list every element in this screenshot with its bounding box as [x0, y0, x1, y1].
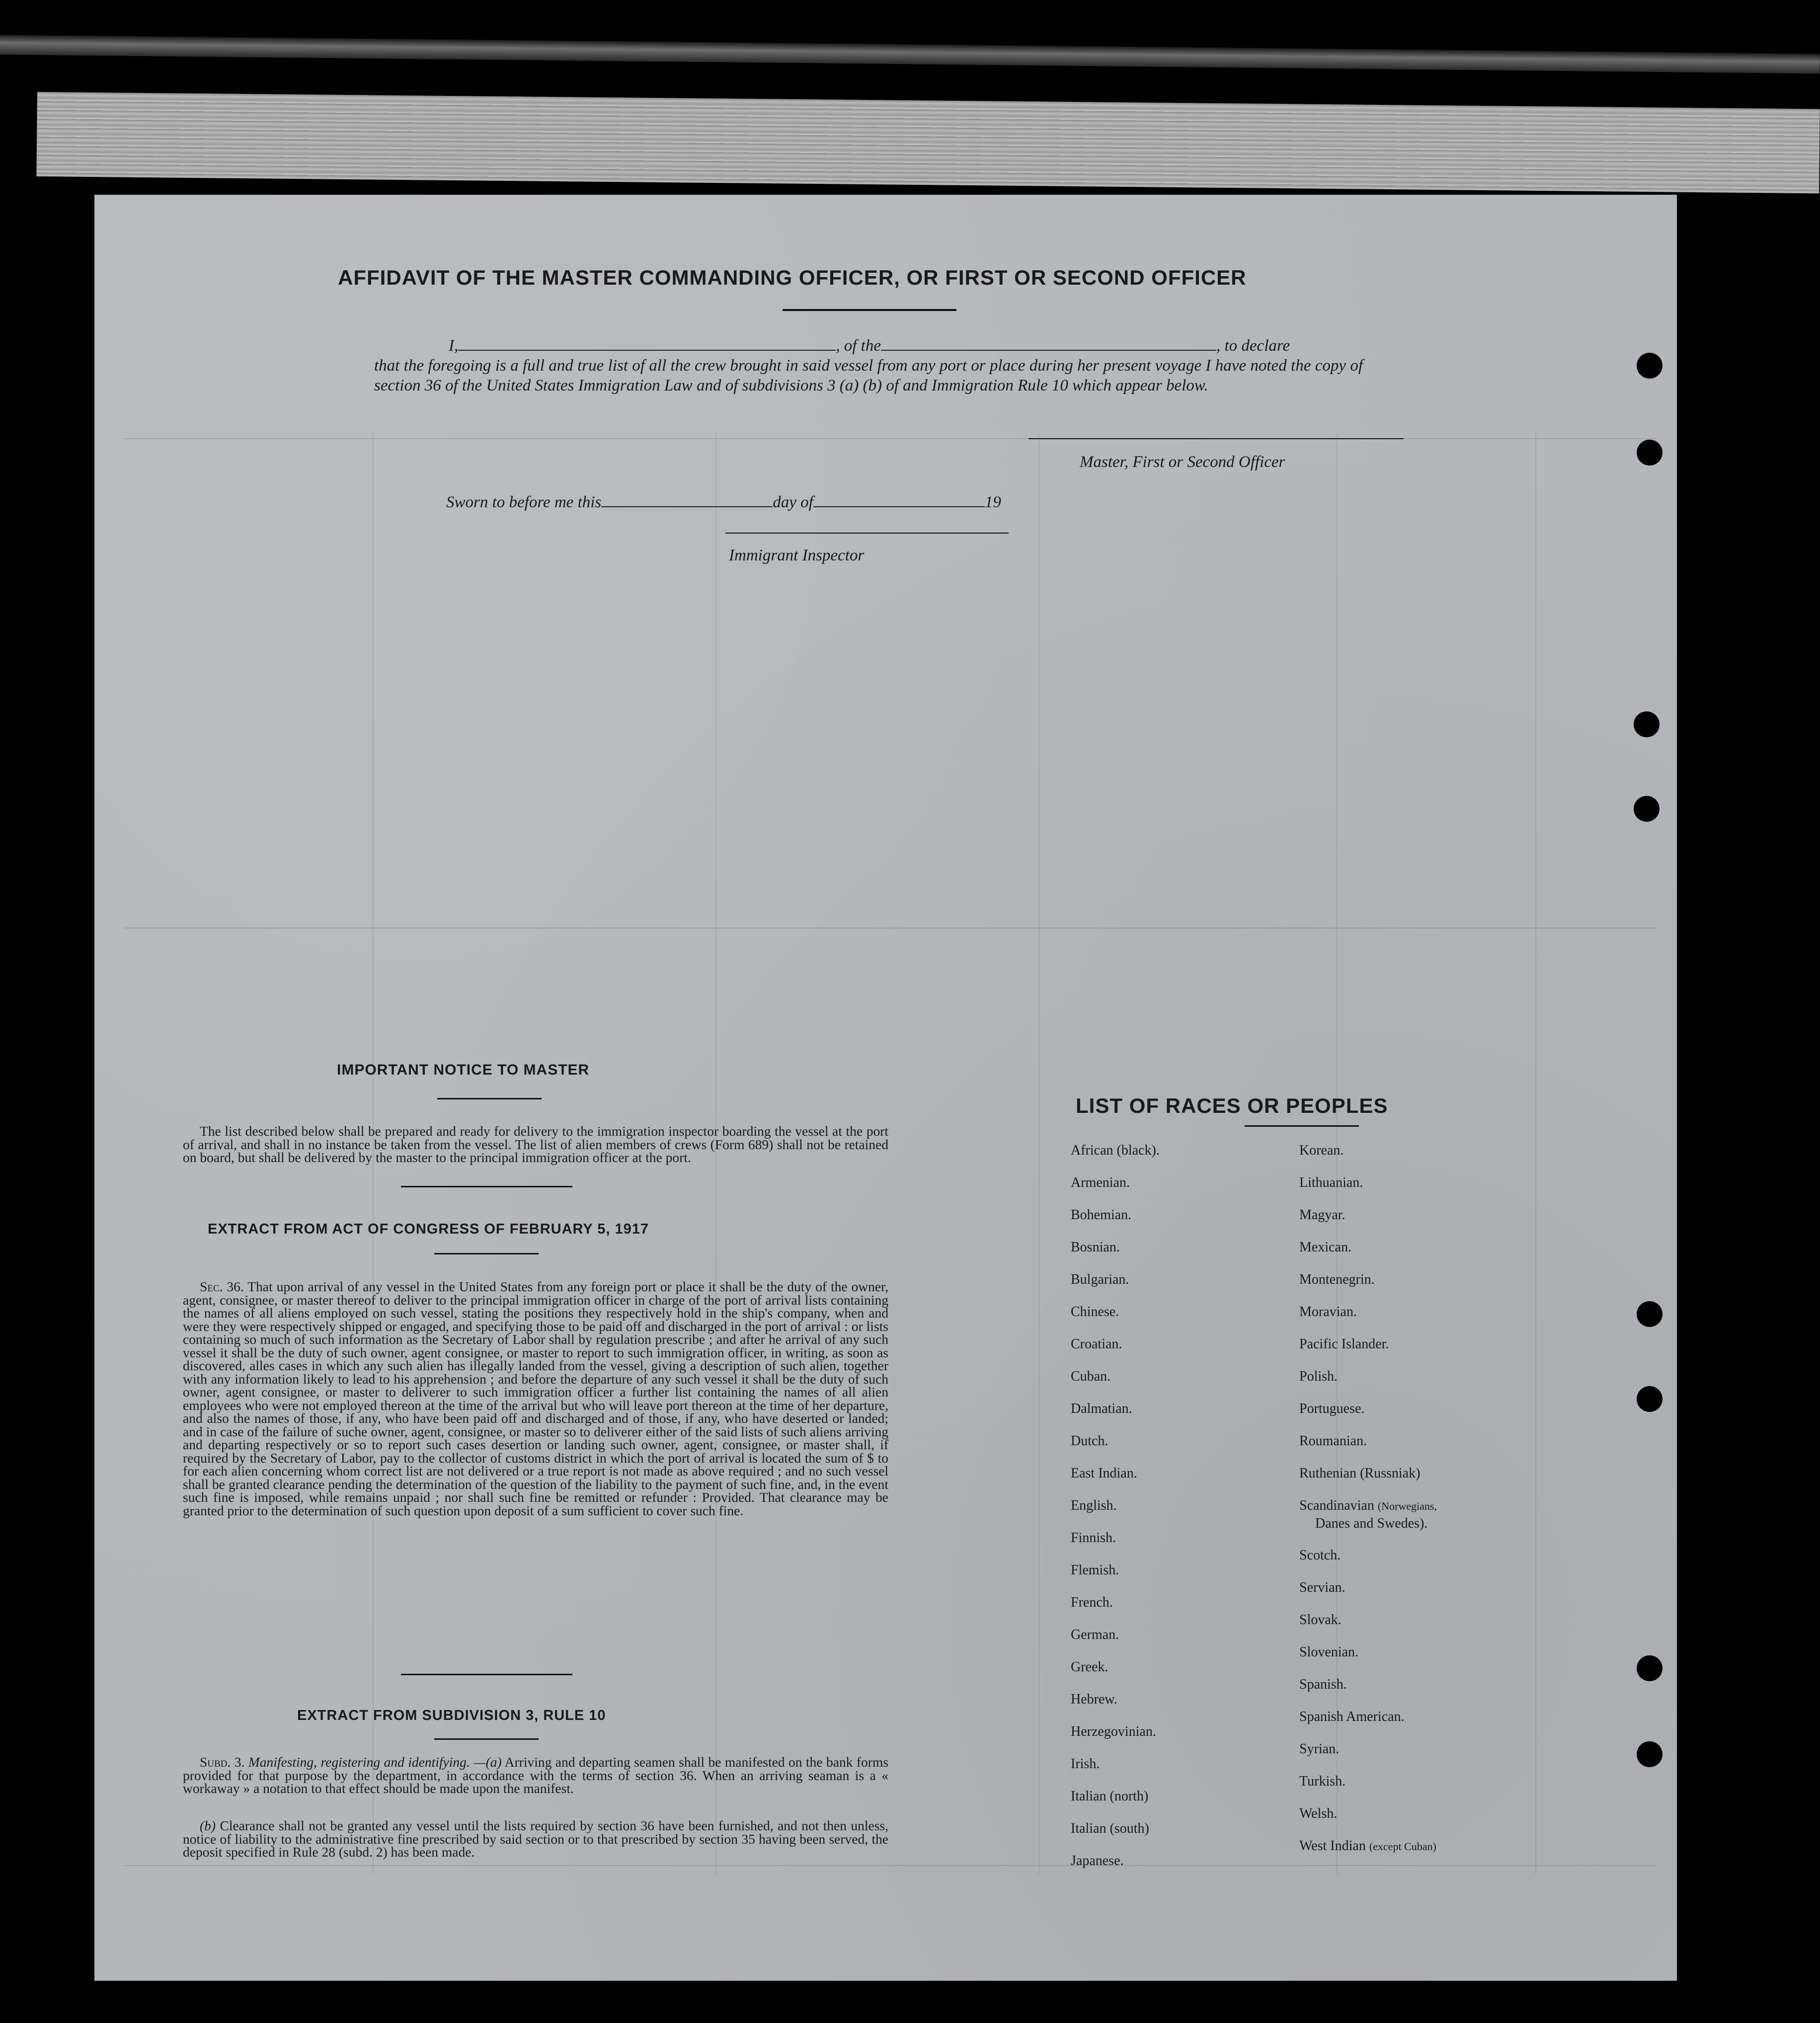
race-item	[1299, 1498, 1437, 1532]
sworn-line	[446, 489, 1001, 512]
scanner-edge-strip	[0, 35, 1820, 74]
race-item: Bosnian.	[1071, 1240, 1120, 1255]
section-divider	[401, 1186, 572, 1187]
race-item	[1299, 1838, 1436, 1854]
affidavit-text: that the foregoing is a full and true list of all the crew brought in said vessel from any port or place during her present voyage I have noted the copy of section 36 of the United States Immigration Law and of subdivisions 3 (a) (b) of and Immigration Rule 10 which appear below.	[374, 357, 1363, 394]
affidavit-i: I,	[449, 337, 459, 355]
race-item	[1299, 1709, 1405, 1725]
race-item: Bulgarian.	[1071, 1272, 1129, 1287]
bleed-through-line	[124, 928, 1657, 929]
race-item	[1299, 1580, 1345, 1596]
punch-hole	[1634, 711, 1660, 737]
punch-hole	[1637, 1655, 1662, 1681]
race-item	[1299, 1677, 1347, 1693]
race-name: Lithuanian.	[1299, 1175, 1363, 1190]
race-item: Italian (north)	[1071, 1789, 1149, 1804]
race-item: African (black).	[1071, 1143, 1160, 1158]
race-item: Dalmatian.	[1071, 1401, 1132, 1416]
bleed-through-line	[124, 1865, 1657, 1866]
race-item: Dutch.	[1071, 1433, 1108, 1449]
race-item	[1299, 1207, 1345, 1223]
race-item: Irish.	[1071, 1756, 1100, 1772]
race-item	[1299, 1806, 1337, 1822]
punch-hole	[1637, 1386, 1662, 1412]
race-item	[1299, 1369, 1338, 1385]
punch-hole	[1634, 796, 1660, 822]
race-name: Syrian.	[1299, 1741, 1340, 1757]
rule-subd-a	[183, 1756, 888, 1795]
race-name: Pacific Islander.	[1299, 1336, 1389, 1352]
race-item	[1299, 1774, 1345, 1790]
bleed-through-column	[1038, 433, 1039, 1874]
notice-title: IMPORTANT NOTICE TO MASTER	[337, 1062, 590, 1078]
race-item	[1299, 1741, 1339, 1757]
bleed-through-line	[124, 438, 1657, 439]
subd-heading: Manifesting, registering and identifying. —(a)	[248, 1754, 502, 1770]
race-name: Magyar.	[1299, 1207, 1345, 1223]
race-item	[1299, 1466, 1420, 1481]
race-item	[1299, 1433, 1367, 1449]
act-section-36	[183, 1280, 888, 1517]
punch-hole	[1637, 353, 1662, 379]
document-page	[94, 195, 1677, 1981]
race-item	[1299, 1548, 1341, 1563]
affidavit-to-declare: , to declare	[1216, 337, 1290, 355]
race-item: Cuban.	[1071, 1369, 1111, 1384]
race-name: Ruthenian (Russniak)	[1299, 1466, 1421, 1481]
race-note: Danes and Swedes).	[1315, 1516, 1428, 1531]
race-item: Armenian.	[1071, 1175, 1130, 1190]
notice-underline	[437, 1098, 542, 1099]
race-item	[1299, 1336, 1389, 1352]
punch-hole	[1637, 440, 1662, 466]
races-title: LIST OF RACES OR PEOPLES	[1076, 1094, 1388, 1117]
punch-hole	[1637, 1301, 1662, 1327]
race-item: Hebrew.	[1071, 1692, 1117, 1707]
race-name: Portuguese.	[1299, 1401, 1365, 1416]
affidavit-body	[374, 333, 1363, 395]
act-underline	[434, 1253, 539, 1254]
race-name: Slovenian.	[1299, 1644, 1358, 1660]
affidavit-title: AFFIDAVIT OF THE MASTER COMMANDING OFFICER, OR FIRST OR SECOND OFFICER	[338, 266, 1247, 289]
act-text: That upon arrival of any vessel in the United States from any foreign port or place it shall be the duty of the owner, agent, consignee, or master thereof to deliver to the principal immigration officer in charge of the port of arrival lists containing the names of all aliens employed on such vessel, stating the positions they respectively hold in the ship's company, when and were they were respectively shipped or engaged, and specifying those to be paid off and discharged in the port of arrival : or lists containing so much of such information as the Secretary of Labor shall by regulation prescribe ; and after he arrival of any such vessel it shall be the duty of such owner, agent consignee, or master to report to such immigration officer, in writing, as soon as discovered, alles cases in which any such alien has illegally landed from the vessel, giving a description of such alien, together with any information likely to lead to his apprehension ; and before the departure of any such vessel it shall be the duty of such owner, agent consignee, or master to deliverer to such immigration officer a further list containing the names of all alien employees who were not employed thereon at the time of the arrival but who will leave port thereon at the time of her departure, and also the names of those, if any, who have been paid off and discharged and of those, if any, who have deserted or landed; and in case of the failure of suche owner, agent, consignee, or master so to deliverer either of the said lists of such aliens arriving and departing respectively or so to report such cases desertion or landing such owner, agent, consignee, or master shall, if required by the Secretary of Labor, pay to the collector of customs district in which the port of arrival is located the sum of $ to for each alien concerning whom correct list are not delivered or a true report is not made as above required ; and no such vessel shall be granted clearance pending the determination of the question of the liability to the payment of such fine, and, in the event such fine is imposed, while remains unpaid ; nor shall such fine be remitted or refunder : Provided. That clearance may be granted prior to the determination of such question upon deposit of a sum sufficient to cover such fine.	[183, 1279, 888, 1518]
race-item	[1299, 1175, 1363, 1191]
race-item: Croatian.	[1071, 1336, 1122, 1352]
race-name: Spanish.	[1299, 1677, 1347, 1692]
subd-a-text: Arriving and departing seamen shall be manifested on the bank forms provided for that purpose by the department, in accordance with the terms of section 36. When an arriving seaman is a « workaway » a notation to that effect should be made upon the manifest.	[183, 1754, 888, 1796]
race-name: Slovak.	[1299, 1612, 1342, 1628]
race-item: English.	[1071, 1498, 1117, 1513]
subd-label: Subd. 3.	[200, 1754, 245, 1770]
signer-label: Master, First or Second Officer	[1080, 453, 1285, 471]
race-item: Herzegovinian.	[1071, 1724, 1156, 1739]
race-item	[1299, 1612, 1342, 1628]
race-name: Korean.	[1299, 1143, 1344, 1158]
race-item	[1299, 1240, 1351, 1255]
race-name: Spanish American.	[1299, 1709, 1405, 1724]
race-item	[1299, 1304, 1357, 1320]
race-item: French.	[1071, 1595, 1113, 1610]
race-item	[1299, 1272, 1375, 1288]
name-blank	[458, 333, 836, 351]
race-item: Japanese.	[1071, 1853, 1124, 1868]
race-item: Italian (south)	[1071, 1821, 1149, 1836]
affidavit-first-line	[374, 333, 1363, 356]
race-name: Welsh.	[1299, 1806, 1338, 1821]
sec-label: Sec. 36.	[200, 1279, 244, 1294]
notice-text: The list described below shall be prepared and ready for delivery to the immigration inspector boarding the vessel at the port of arrival, and shall in no instance be taken from the vessel. The list of alien members of crews (Form 689) shall not be retained on board, but shall be delivered by the master to the principal immigration officer at the port.	[183, 1123, 888, 1165]
month-blank	[813, 489, 985, 507]
inspector-signature-line	[725, 533, 1009, 534]
rule-underline	[434, 1738, 539, 1740]
sworn-year: 19	[984, 493, 1001, 511]
rule-subd-b	[183, 1819, 888, 1859]
scanner-binding-band	[36, 92, 1820, 193]
race-item: East Indian.	[1071, 1466, 1137, 1481]
race-name: Roumanian.	[1299, 1433, 1367, 1449]
race-item	[1299, 1401, 1364, 1417]
title-underline	[783, 309, 956, 311]
race-item: Bohemian.	[1071, 1207, 1132, 1223]
races-underline	[1245, 1125, 1359, 1127]
race-name: Mexican.	[1299, 1240, 1351, 1255]
race-item: Chinese.	[1071, 1304, 1119, 1320]
section-divider	[401, 1674, 572, 1675]
race-note: (Norwegians,	[1377, 1500, 1437, 1512]
signature-line	[1029, 438, 1404, 439]
race-name: Montenegrin.	[1299, 1272, 1375, 1287]
subd-b-label: (b)	[200, 1818, 216, 1833]
race-note: (except Cuban)	[1369, 1840, 1436, 1853]
race-name: Polish.	[1299, 1369, 1338, 1384]
subd-b-text: Clearance shall not be granted any vessel until the lists required by section 36 have been furnished, and not then unless, notice of liability to the administrative fine prescribed by said section or to that prescribed by section 35 having been served, the deposit specified in Rule 28 (subd. 2) has been made.	[183, 1818, 889, 1860]
race-name: Scotch.	[1299, 1548, 1341, 1563]
inspector-label: Immigrant Inspector	[729, 546, 865, 564]
vessel-blank	[881, 333, 1216, 351]
race-item: Flemish.	[1071, 1562, 1119, 1578]
sworn-day-of: day of	[773, 493, 813, 511]
race-name: Scandinavian	[1299, 1498, 1374, 1513]
affidavit-of-the: , of the	[836, 337, 881, 355]
race-name: West Indian	[1299, 1838, 1366, 1854]
rule-title: EXTRACT FROM SUBDIVISION 3, RULE 10	[297, 1708, 606, 1723]
race-item: German.	[1071, 1627, 1119, 1642]
sworn-prefix: Sworn to before me this	[446, 493, 602, 511]
race-name: Turkish.	[1299, 1774, 1346, 1789]
bleed-through-column	[1535, 433, 1536, 1874]
race-item	[1299, 1644, 1358, 1660]
race-item: Greek.	[1071, 1659, 1108, 1675]
day-blank	[601, 489, 773, 507]
punch-hole	[1637, 1741, 1662, 1767]
race-name: Servian.	[1299, 1580, 1345, 1595]
race-name: Moravian.	[1299, 1304, 1357, 1320]
race-item	[1299, 1143, 1344, 1159]
race-item: Finnish.	[1071, 1530, 1116, 1546]
act-title: EXTRACT FROM ACT OF CONGRESS OF FEBRUARY 5, 1917	[208, 1221, 649, 1237]
